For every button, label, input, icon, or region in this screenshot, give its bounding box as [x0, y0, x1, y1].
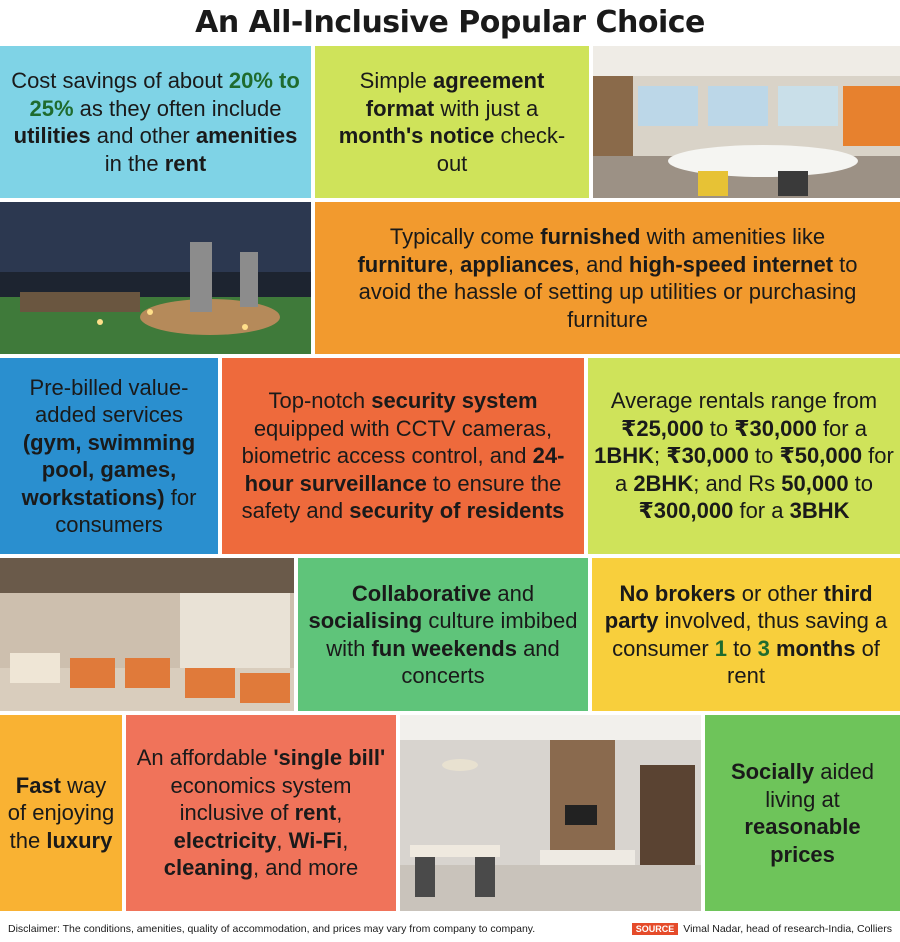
tile-average-rentals	[588, 358, 900, 554]
tile-security-system	[222, 358, 584, 554]
footer	[0, 915, 900, 942]
tile-furnished	[315, 202, 900, 354]
tile-collaborative-culture	[298, 558, 588, 711]
emphasis-text: agreement format	[365, 68, 545, 121]
emphasis-text: Collaborative	[351, 580, 492, 606]
tile-text: Fast way of enjoying the luxury	[7, 772, 115, 853]
emphasis-text: ₹50,000	[779, 443, 863, 469]
emphasis-text: fun weekends	[371, 635, 517, 661]
highlight-number: 20% to 25%	[29, 68, 300, 121]
emphasis-text: furniture	[357, 251, 448, 277]
emphasis-text: cleaning	[163, 855, 254, 881]
rooftop-terrace-photo	[0, 202, 311, 354]
tile-text: Collaborative and socialising culture imbibed with fun weekends and concerts	[308, 580, 578, 688]
tile-cost-savings	[0, 46, 311, 198]
tile-text: An affordable 'single bill' economics system inclusive of rent, electricity, Wi-Fi, cleaning, and more	[136, 745, 386, 881]
tile-agreement-format	[315, 46, 589, 198]
tile-text: Average rentals range from ₹25,000 to ₹30,000 for a 1BHK; ₹30,000 to ₹50,000 for a 2BHK; and Rs 50,000 to ₹300,000 for a 3BHK	[594, 388, 894, 524]
emphasis-text: security system	[371, 388, 538, 414]
emphasis-text: rent	[164, 150, 207, 176]
tile-text: Socially aided living at reasonable prices	[730, 759, 875, 867]
emphasis-text: reasonable prices	[744, 814, 861, 867]
tile-socially-aided	[705, 715, 900, 911]
emphasis-text: 'single bill'	[273, 745, 386, 771]
tile-prebilled-services	[0, 358, 218, 554]
source-text: Vimal Nadar, head of research-India, Colliers	[683, 922, 892, 935]
emphasis-text: month's notice	[338, 123, 495, 148]
emphasis-text: 3BHK	[789, 498, 850, 524]
cafe-lounge-photo	[0, 558, 294, 711]
emphasis-text: amenities	[195, 123, 298, 148]
disclaimer-text: Disclaimer: The conditions, amenities, quality of accommodation, and prices may vary from company to company.	[8, 922, 536, 935]
emphasis-text: electricity	[173, 827, 277, 853]
emphasis-text: Wi-Fi	[288, 827, 343, 853]
emphasis-text: high-speed internet	[628, 251, 834, 277]
emphasis-text: ₹300,000	[638, 498, 734, 524]
emphasis-text: Socially	[730, 759, 815, 784]
page-title: An All-Inclusive Popular Choice	[195, 5, 705, 40]
coworking-photo	[593, 46, 900, 198]
emphasis-text: ₹30,000	[666, 443, 749, 469]
tile-text: Top-notch security system equipped with CCTV cameras, biometric access control, and 24-hour surveillance to ensure the safety and security of residents	[241, 388, 565, 524]
tile-text: Pre-billed value-added services (gym, swimming pool, games, workstations) for consumers	[21, 374, 197, 537]
highlight-number: 1	[714, 635, 728, 661]
emphasis-text: 1BHK	[594, 443, 655, 469]
tile-text: No brokers or other third party involved, thus saving a consumer 1 to 3 months of rent	[604, 580, 888, 688]
tile-text: Simple agreement format with just a month's notice check-out	[338, 68, 566, 176]
tile-text: Typically come furnished with amenities like furniture, appliances, and high-speed internet to avoid the hassle of setting up utilities or purchasing furniture	[357, 224, 858, 332]
emphasis-text: furnished	[540, 224, 641, 249]
emphasis-text: Fast	[15, 772, 61, 798]
emphasis-text: third party	[604, 580, 873, 633]
tile-fast-luxury	[0, 715, 122, 911]
emphasis-text: security of residents	[349, 498, 565, 524]
emphasis-text: rent	[294, 800, 337, 826]
emphasis-text: No brokers	[619, 580, 736, 606]
emphasis-text: ₹25,000	[621, 415, 704, 441]
emphasis-text: 50,000	[781, 470, 849, 496]
tile-single-bill	[126, 715, 396, 911]
tile-no-brokers	[592, 558, 900, 711]
living-room-photo	[400, 715, 701, 911]
emphasis-text: luxury	[46, 827, 113, 853]
source-credit	[632, 923, 892, 935]
highlight-number: 3	[757, 635, 770, 661]
emphasis-text: ₹30,000	[734, 415, 817, 441]
emphasis-text: 24-hour surveillance	[244, 443, 565, 496]
tile-text: Cost savings of about 20% to 25% as they often include utilities and other amenities in the rent	[11, 68, 300, 176]
emphasis-text: (gym, swimming pool, games, workstations)	[21, 429, 196, 510]
emphasis-text: utilities	[13, 123, 91, 148]
emphasis-text: months	[776, 635, 856, 661]
emphasis-text: socialising	[308, 608, 423, 633]
source-label: SOURCE	[632, 923, 679, 935]
emphasis-text: 2BHK	[633, 470, 694, 496]
emphasis-text: appliances	[460, 251, 574, 277]
